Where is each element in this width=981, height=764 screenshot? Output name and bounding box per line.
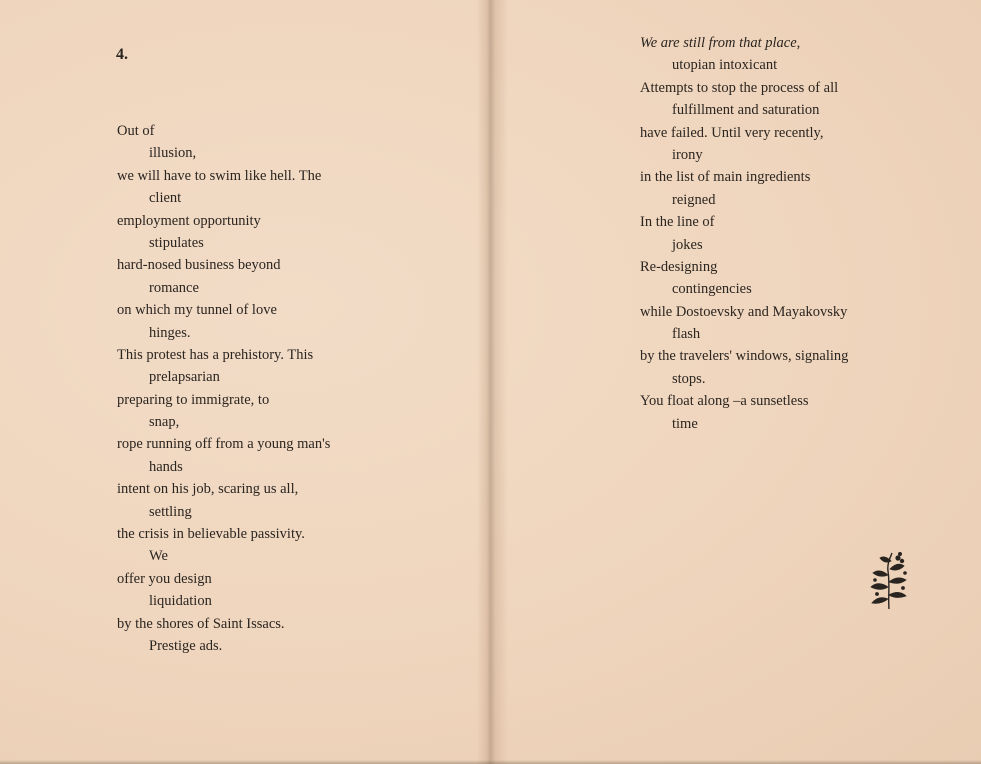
poem-line: fulfillment and saturation [672,102,820,119]
poem-line: by the shores of Saint Issacs. [117,615,285,632]
page-bottom-edge [0,760,981,764]
poem-line: time [672,415,698,432]
left-page [0,0,490,764]
poem-line: We are still from that place, [640,35,801,51]
poem-line: snap, [149,414,180,431]
poem-line: settling [149,503,192,520]
poem-line: stipulates [149,234,204,251]
poem-left [117,120,330,657]
poem-line: by the travelers' windows, signaling [640,348,849,365]
poem-line: rope running off from a young man's [117,436,331,453]
poem-line: hard-nosed business beyond [117,257,281,274]
poem-line: illusion, [149,145,197,162]
poem-right [640,32,848,435]
poem-line: employment opportunity [117,212,261,229]
poem-line: hinges. [149,324,191,341]
poem-line: In the line of [640,214,715,231]
poem-line: offer you design [117,570,212,587]
poem-line: irony [672,146,703,163]
poem-line: prelapsarian [149,369,220,386]
poem-line: contingencies [672,281,752,298]
poem-line: utopian intoxicant [672,57,778,74]
poem-line: liquidation [149,593,212,610]
poem-line: hands [149,458,183,475]
poem-line: have failed. Until very recently, [640,124,824,141]
right-page [491,0,981,764]
poem-line: in the list of main ingredients [640,169,811,186]
poem-line: on which my tunnel of love [117,302,277,319]
poem-line: You float along –a sunsetless [640,393,809,410]
poem-line: reigned [672,191,716,208]
poem-line: intent on his job, scaring us all, [117,481,299,498]
poem-line: This protest has a prehistory. This [117,346,314,363]
poem-line: preparing to immigrate, to [117,391,270,408]
poem-line: client [149,190,182,207]
poem-line: romance [149,279,199,296]
poem-line: Attempts to stop the process of all [640,79,839,96]
page-number: 4. [116,46,128,63]
poem-line: We [149,548,168,565]
poem-line: the crisis in believable passivity. [117,526,305,543]
botanical-sprig-icon [869,551,909,611]
poem-line: while Dostoevsky and Mayakovsky [640,303,848,320]
poem-line: stops. [672,370,706,387]
poem-line: jokes [672,236,703,253]
poem-line: Out of [117,123,155,139]
poem-line: we will have to swim like hell. The [117,167,322,184]
poem-line: Re-designing [640,258,718,275]
poem-line: flash [672,326,701,343]
poem-line: Prestige ads. [149,637,223,654]
